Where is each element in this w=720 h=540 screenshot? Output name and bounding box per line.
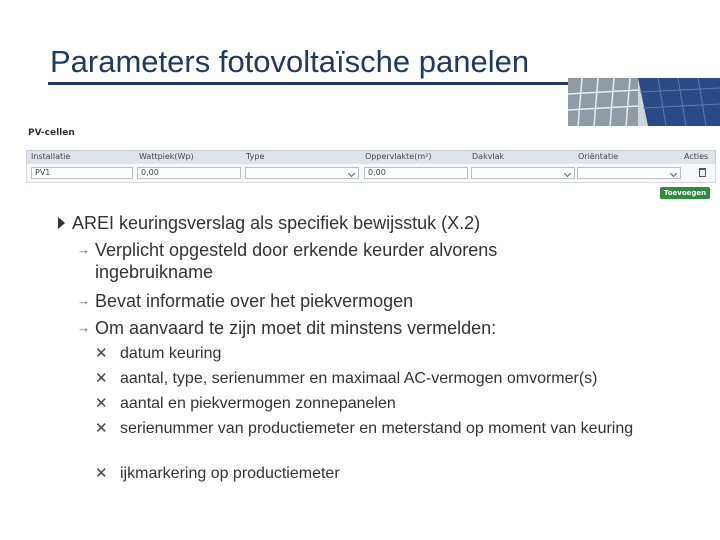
x-bullet-icon: ✕ xyxy=(95,395,108,412)
column-header-oppervlakte: Oppervlakte(m²) xyxy=(365,152,432,161)
list-item: serienummer van productiemeter en meterstand op moment van keuring xyxy=(120,420,634,437)
x-bullet-icon: ✕ xyxy=(95,345,108,362)
list-item: ijkmarkering op productiemeter xyxy=(120,465,340,482)
slide-title: Parameters fotovoltaïsche panelen xyxy=(50,44,530,79)
section-title: PV-cellen xyxy=(28,128,75,138)
add-button[interactable]: Toevoegen xyxy=(660,187,710,199)
list-item: aantal, type, serienummer en maximaal AC-vermogen omvormer(s) xyxy=(120,370,598,387)
arrow-bullet-icon: → xyxy=(77,293,90,308)
column-header-dakvlak: Dakvlak xyxy=(472,152,505,161)
column-header-installatie: Installatie xyxy=(31,152,71,161)
arrow-bullet-icon: → xyxy=(77,242,90,257)
sub-bullet: Verplicht opgesteld door erkende keurder alvorens ingebruikname xyxy=(95,240,498,282)
list-item: aantal en piekvermogen zonnepanelen xyxy=(120,395,396,412)
type-select[interactable] xyxy=(245,167,359,179)
orientatie-select[interactable] xyxy=(577,167,681,179)
column-header-acties: Acties xyxy=(684,152,709,161)
column-header-wattpiek: Wattpiek(Wp) xyxy=(139,152,194,161)
column-header-orientatie: Oriëntatie xyxy=(578,152,619,161)
table-header xyxy=(26,150,716,165)
list-item: datum keuring xyxy=(120,345,222,362)
wattpiek-input[interactable]: 0,00 xyxy=(137,167,241,179)
dakvlak-select[interactable] xyxy=(471,167,575,179)
x-bullet-icon: ✕ xyxy=(95,370,108,387)
sub-bullet: Bevat informatie over het piekvermogen xyxy=(95,291,414,311)
bullet-triangle-icon xyxy=(58,217,65,229)
oppervlakte-input[interactable]: 0,00 xyxy=(364,167,468,179)
column-header-type: Type xyxy=(246,152,265,161)
trash-icon[interactable] xyxy=(699,168,706,177)
x-bullet-icon: ✕ xyxy=(95,420,108,437)
pv-cells-form-screenshot xyxy=(26,126,716,202)
sub-bullet: Om aanvaard te zijn moet dit minstens vermelden: xyxy=(95,318,497,338)
arrow-bullet-icon: → xyxy=(77,320,90,335)
main-bullet: AREI keuringsverslag als specifiek bewijsstuk (X.2) xyxy=(72,213,481,233)
installatie-input[interactable]: PV1 xyxy=(31,167,133,179)
solar-panel-image xyxy=(568,78,720,126)
x-bullet-icon: ✕ xyxy=(95,465,108,482)
table-row xyxy=(26,164,716,183)
title-underline xyxy=(48,82,588,85)
